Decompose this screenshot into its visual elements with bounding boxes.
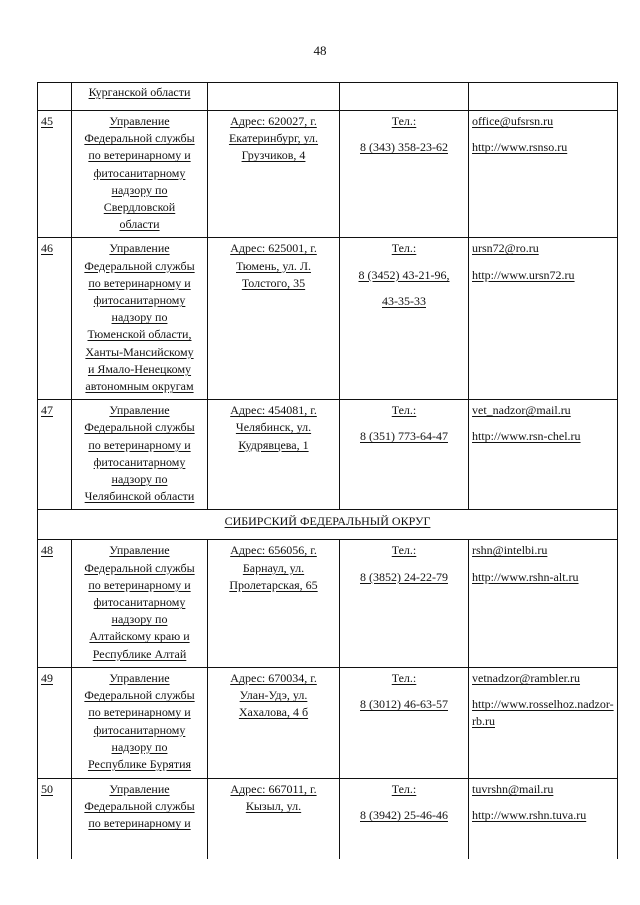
organization-line: фитосанитарному (93, 722, 186, 737)
spacer (472, 687, 614, 696)
phone-cell (340, 667, 469, 778)
address-line: Хахалова, 4 б (238, 705, 309, 720)
website-link[interactable]: http://www.rsn-chel.ru (472, 429, 581, 444)
address-cell (208, 238, 340, 400)
table-row (38, 111, 618, 238)
row-number: 49 (41, 670, 53, 685)
address-line: Адрес: 656056, г. (230, 543, 317, 558)
organization-line: по ветеринарному и (88, 275, 191, 290)
phone-label: Тел.: (391, 543, 417, 558)
phone-number: 8 (351) 773-64-47 (360, 429, 448, 444)
address-line: Адрес: 625001, г. (230, 241, 317, 256)
organization-cell (72, 400, 208, 510)
spacer (472, 798, 614, 807)
contacts-cell (469, 540, 618, 667)
website-link[interactable]: http://www.rsnso.ru (472, 140, 568, 155)
row-number-cell (38, 111, 72, 238)
organization-line: Республике Алтай (92, 646, 187, 661)
spacer (472, 258, 614, 267)
organization-line: Федеральной службы (84, 131, 195, 146)
phone-number: 8 (343) 358-23-62 (360, 140, 448, 155)
organization-line: по ветеринарному и (88, 705, 191, 720)
email-link[interactable]: rshn@intelbi.ru (472, 543, 548, 558)
row-number-cell (38, 778, 72, 859)
phone-number: 8 (3012) 46-63-57 (360, 697, 448, 712)
spacer (343, 798, 465, 807)
row-number-cell (38, 400, 72, 510)
phone-cell (340, 540, 469, 667)
organization-cell (72, 111, 208, 238)
spacer (343, 560, 465, 569)
email-link[interactable]: vet_nadzor@mail.ru (472, 403, 571, 418)
email-link[interactable]: ursn72@ro.ru (472, 241, 539, 256)
district-row (38, 510, 618, 540)
phone-cell (340, 111, 469, 238)
website-link[interactable]: http://www.rshn.tuva.ru (472, 808, 587, 823)
row-number: 50 (41, 781, 53, 796)
website-link[interactable]: http://www.rshn-alt.ru (472, 569, 579, 584)
spacer (472, 419, 614, 428)
phone-number: 8 (3852) 24-22-79 (360, 569, 448, 584)
phone-label: Тел.: (391, 114, 417, 128)
organization-line: Управление (109, 403, 170, 418)
contacts-cell (469, 238, 618, 400)
address-line: Адрес: 454081, г. (230, 403, 317, 418)
address-cell (208, 111, 340, 238)
phone-number: 8 (3452) 43-21-96, (358, 267, 450, 282)
organization-line: по ветеринарному и (88, 437, 191, 452)
table-row (38, 83, 618, 111)
address-line: Адрес: 620027, г. (230, 114, 317, 128)
phone-cell (340, 778, 469, 859)
row-number: 47 (41, 403, 53, 418)
organization-cell (72, 238, 208, 400)
organization-line: надзору по (111, 472, 168, 487)
address-line: Екатеринбург, ул. (228, 131, 319, 146)
organization-line: Ханты-Мансийскому (85, 344, 194, 359)
row-number-cell (38, 83, 72, 111)
phone-number: 8 (3942) 25-46-46 (360, 808, 448, 823)
address-cell (208, 778, 340, 859)
contacts-cell (469, 778, 618, 859)
address-cell (208, 540, 340, 667)
spacer (343, 419, 465, 428)
row-number: 48 (41, 543, 53, 558)
address-cell (208, 400, 340, 510)
spacer (343, 687, 465, 696)
organization-line: Федеральной службы (84, 560, 195, 575)
address-line: Адрес: 670034, г. (230, 670, 317, 685)
organization-line: Курганской области (88, 85, 191, 99)
organization-line: Управление (109, 114, 170, 128)
row-number-cell (38, 667, 72, 778)
address-line: Челябинск, ул. (235, 420, 312, 435)
address-line: Кудрявцева, 1 (238, 437, 309, 452)
organization-line: Федеральной службы (84, 688, 195, 703)
vet-offices-table (37, 82, 618, 859)
row-number-cell (38, 238, 72, 400)
spacer (343, 284, 465, 293)
address-line: Барнаул, ул. (242, 560, 305, 575)
organization-line: фитосанитарному (93, 165, 186, 180)
phone-label: Тел.: (391, 670, 417, 685)
organization-line: Челябинской области (84, 489, 195, 504)
spacer (343, 130, 465, 139)
organization-line: Управление (109, 241, 170, 256)
organization-line: Тюменской области, (87, 327, 192, 342)
page-number: 48 (313, 43, 327, 58)
organization-line: Управление (109, 543, 170, 558)
phone-label: Тел.: (391, 403, 417, 418)
district-header: СИБИРСКИЙ ФЕДЕРАЛЬНЫЙ ОКРУГ (38, 510, 618, 540)
contacts-cell (469, 83, 618, 111)
organization-cell (72, 667, 208, 778)
organization-line: по ветеринарному и (88, 148, 191, 163)
organization-line: Республике Бурятия (87, 756, 192, 771)
organization-line: надзору по (111, 739, 168, 754)
address-line: Толстого, 35 (241, 275, 306, 290)
organization-line: и Ямало-Ненецкому (87, 361, 192, 376)
spacer (472, 560, 614, 569)
organization-cell (72, 540, 208, 667)
organization-line: Управление (109, 781, 170, 796)
row-number: 46 (41, 241, 53, 256)
phone-label: Тел.: (391, 241, 417, 256)
organization-line: фитосанитарному (93, 454, 186, 469)
phone-label: Тел.: (391, 781, 417, 796)
spacer (343, 258, 465, 267)
organization-cell (72, 83, 208, 111)
email-link[interactable]: tuvrshn@mail.ru (472, 781, 554, 796)
address-cell (208, 667, 340, 778)
address-cell (208, 83, 340, 111)
address-line: Пролетарская, 65 (229, 577, 318, 592)
organization-line: надзору по (111, 182, 168, 197)
email-link[interactable]: vetnadzor@rambler.ru (472, 670, 581, 685)
organization-line: области (119, 217, 160, 232)
table-row (38, 400, 618, 510)
email-link[interactable]: office@ufsrsn.ru (472, 114, 554, 128)
organization-line: Свердловской (103, 200, 176, 215)
contacts-cell (469, 111, 618, 238)
organization-line: автономным округам (85, 379, 194, 394)
row-number-cell (38, 540, 72, 667)
organization-line: по ветеринарному и (88, 816, 191, 831)
phone-cell (340, 238, 469, 400)
organization-line: Федеральной службы (84, 420, 195, 435)
organization-line: Федеральной службы (84, 258, 195, 273)
address-line: Кызыл, ул. (245, 799, 302, 814)
organization-line: Управление (109, 670, 170, 685)
row-number: 45 (41, 114, 53, 128)
organization-line: по ветеринарному и (88, 577, 191, 592)
organization-line: фитосанитарному (93, 595, 186, 610)
phone-number: 43-35-33 (382, 293, 426, 308)
phone-cell (340, 83, 469, 111)
organization-line: надзору по (111, 612, 168, 627)
address-line: Адрес: 667011, г. (230, 781, 317, 796)
address-line: Тюмень, ул. Л. (236, 258, 311, 273)
website-link[interactable]: http://www.rosselhoz.nadzor-rb.ru (472, 697, 614, 729)
organization-line: Алтайскому краю и (89, 629, 190, 644)
website-link[interactable]: http://www.ursn72.ru (472, 267, 575, 282)
table-row (38, 540, 618, 667)
contacts-cell (469, 400, 618, 510)
organization-cell (72, 778, 208, 859)
table-row (38, 238, 618, 400)
organization-line: надзору по (111, 310, 168, 325)
organization-line: фитосанитарному (93, 293, 186, 308)
organization-line: Федеральной службы (84, 799, 195, 814)
phone-cell (340, 400, 469, 510)
address-line: Улан-Удэ, ул. (239, 688, 308, 703)
spacer (472, 130, 614, 139)
contacts-cell (469, 667, 618, 778)
table-row (38, 667, 618, 778)
address-line: Грузчиков, 4 (241, 148, 306, 163)
table-row (38, 778, 618, 859)
